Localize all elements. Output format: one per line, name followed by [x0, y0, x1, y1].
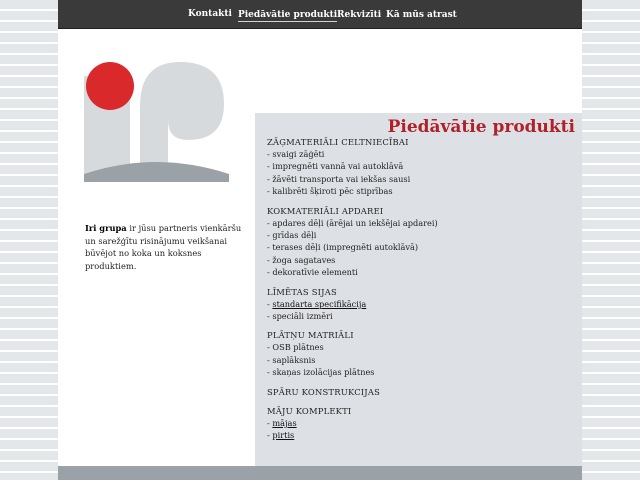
section-item: - impregnēti vannā vai autoklāvā — [267, 161, 404, 172]
logo-r-shape — [140, 62, 224, 174]
item-link[interactable]: mājas — [272, 417, 297, 428]
section-item — [267, 298, 567, 310]
product-section — [267, 205, 567, 279]
item-link[interactable]: pirtis — [272, 430, 295, 441]
section-item: - svaigi zāģēti — [267, 149, 325, 159]
section-item: - saplāksnis — [267, 354, 316, 365]
top-navigation-bar — [58, 0, 582, 29]
section-title: SPĀRU KONSTRUKCIJAS — [267, 386, 381, 397]
section-item: - apdares dēļi (ārējai un iekšējai apdarei) — [267, 217, 438, 228]
intro-text — [85, 222, 245, 272]
product-section — [267, 386, 567, 398]
footer-bar — [58, 466, 582, 480]
logo-red-dot — [86, 62, 134, 110]
item-bullet: - — [267, 430, 273, 441]
section-title: KOKMATERIĀLI APDAREI — [267, 205, 384, 216]
section-item: - speciāli izmēri — [267, 311, 333, 322]
product-section — [267, 136, 567, 198]
intro-description: ir jūsu partneris vienkāršu un sarežģītu risinājumu veikšanai būvējot no koka un koksnes produktiem. — [85, 223, 242, 271]
section-title: PLĀTŅU MATRIĀLI — [267, 330, 354, 341]
intro-brand: Iri grupa — [85, 223, 127, 233]
section-item: - grīdas dēļi — [267, 230, 317, 241]
section-item: - skaņas izolācijas plātnes — [267, 367, 375, 378]
nav-link-piedavatie-produkti[interactable]: Piedāvātie produkti — [238, 10, 338, 20]
product-section — [267, 329, 567, 378]
product-section — [267, 405, 567, 442]
section-item: - OSB plātnes — [267, 342, 324, 353]
section-title: ZĀĢMATERIĀLI CELTNIECĪBAI — [267, 137, 409, 147]
section-item: - kalibrēti šķiroti pēc stiprības — [267, 186, 393, 197]
section-title: MĀJU KOMPLEKTI — [267, 405, 352, 416]
section-item: - terases dēļi (impregnēti autoklāvā) — [267, 242, 419, 253]
item-bullet: - — [267, 417, 273, 428]
panel-title: Piedāvātie produkti — [387, 117, 575, 137]
item-bullet: - — [267, 298, 273, 309]
item-link[interactable]: standarta specifikācija — [272, 298, 367, 309]
section-item — [267, 417, 567, 429]
section-title: LĪMĒTAS SIJAS — [267, 286, 337, 297]
products-panel — [255, 113, 582, 466]
product-sections — [267, 136, 567, 449]
section-item — [267, 429, 567, 441]
nav-link-kontakti[interactable]: Kontakti — [188, 9, 232, 19]
section-item: - dekoratīvie elementi — [267, 267, 358, 278]
iri-logo — [84, 58, 229, 182]
nav-link-rekviziti[interactable]: Rekvizīti — [337, 10, 382, 20]
section-item: - žoga sagataves — [267, 254, 336, 265]
section-item: - žāvēti transporta vai iekšas sausi — [267, 173, 411, 184]
nav-link-ka-mus-atrast[interactable]: Kā mūs atrast — [386, 10, 457, 20]
page-container — [58, 0, 582, 480]
product-section — [267, 286, 567, 323]
